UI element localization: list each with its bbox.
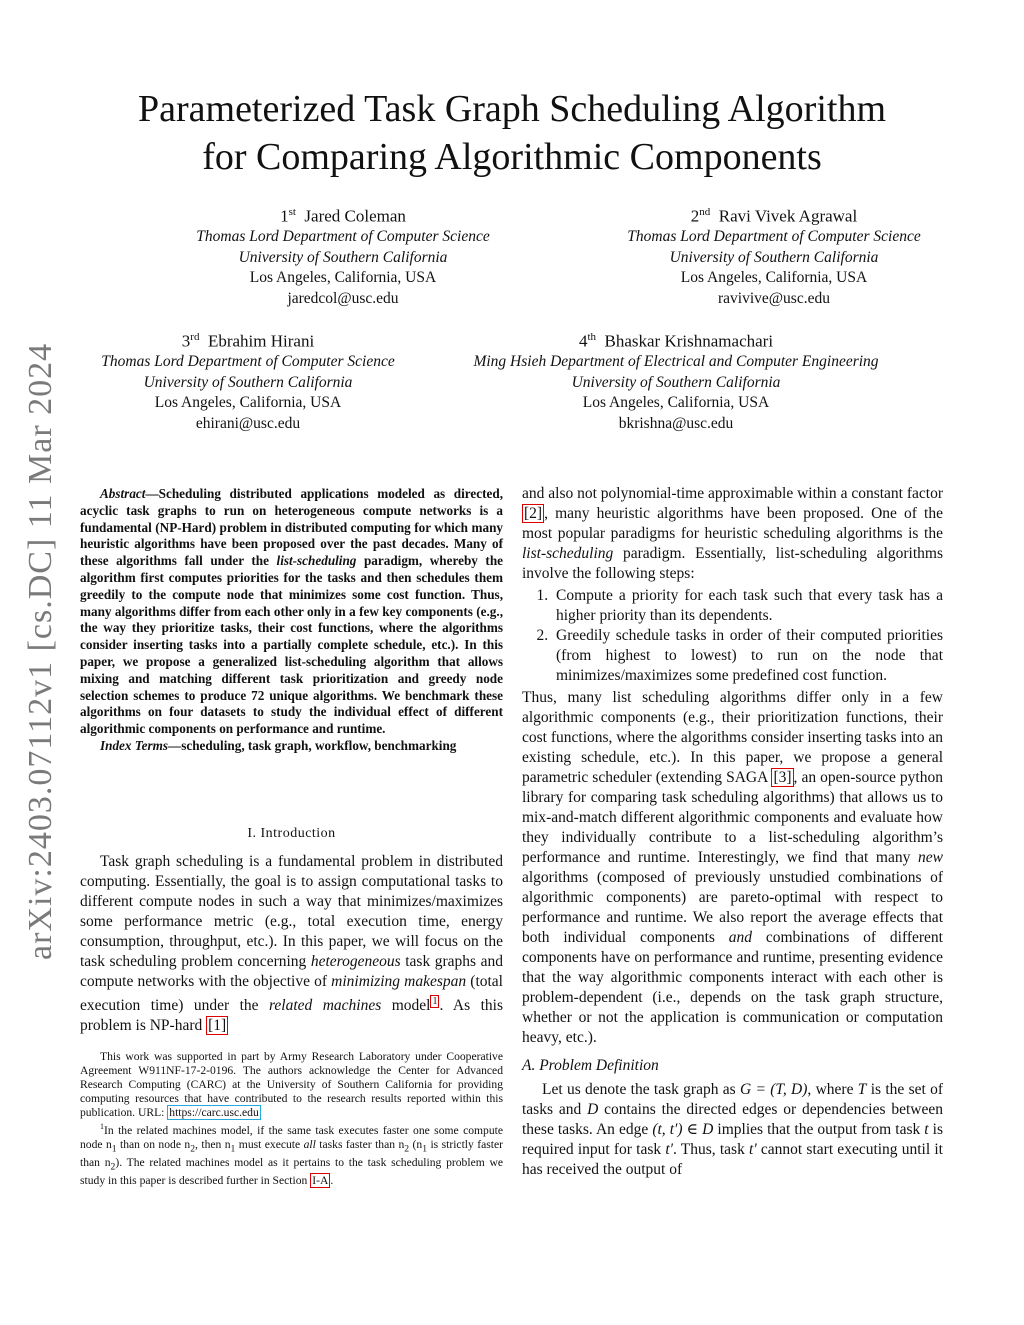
introduction-paragraph: Task graph scheduling is a fundamental problem in distributed computing. Essentially, the goal is to assign computational tasks to different compute nodes in such a way that minimizes/maximizes some performance metric (e.g., total execution time, energy consumption, throughput, etc.). In this paper, we will focus on the task scheduling problem concerning heterogeneous task graphs and compute networks with the objective of minimizing makespan (total execution time) under the related machines model $^1$ . As this problem is NP-hard [1] bbox=[80, 853, 503, 1035]
list-scheduling-steps bbox=[522, 586, 943, 686]
author-email: ehirani@usc.edu bbox=[195, 414, 301, 432]
footnotes: This work was supported in part by Army Research Laboratory under Cooperative Agreement W911NF-17-2-0196. The authors acknowledge the Center for Advanced Research Computing (CARC) at the University of Southern California for providing computing resources that have contributed to the research results reported within this publication. URL: https://carc.usc.edu $^1$In the related machines model, if the same task executes faster one some compute node $n_1$ than on node $n_2$, then $n_1$ must execute all tasks faster than $n_2$ ($n_1$ is strictly faster than $n_2$). The related machines model as it pertains to the task scheduling problem we study in this paper is described further in Section I-A . bbox=[80, 1050, 503, 1188]
index-terms: Index Terms—scheduling, task graph, workflow, benchmarking bbox=[100, 737, 457, 753]
author-email: bkrishna@usc.edu bbox=[618, 414, 734, 432]
abstract: Abstract—Scheduling distributed applications modeled as directed, acyclic task graphs to run on heterogeneous compute networks is a fundamental (NP-Hard) problem in distributed computing for which many heuristic algorithms have been proposed over the past decades. Many of these algorithms fall under the list-scheduling paradigm, whereby the algorithm first computes priorities for the tasks and then schedules them greedily to the compute node that minimizes some cost function. Thus, many algorithms differ from each other only in a few key components (e.g., the way they prioritize tasks, their cost functions, where the algorithms consider inserting tasks into a partially complete schedule, etc.). In this paper, we propose a generalized list-scheduling algorithm that allows mixing and matching different task prioritization and greedy node selection schemes to produce 72 unique algorithms. We benchmark these algorithms on four datasets to study the individual effect of different algorithmic components on performance and runtime. Index Terms—scheduling, task graph, workflow, benchmarking bbox=[80, 486, 504, 753]
carc-url-link[interactable]: https://carc.usc.edu bbox=[169, 1106, 259, 1119]
section-ref-link[interactable]: I-A bbox=[312, 1174, 329, 1188]
citation-link[interactable]: [1] bbox=[208, 1017, 227, 1035]
author-block-1: 1st Jared Coleman Thomas Lord Department of Computer Science University of Southern California Los Angeles, California, USA jaredcol@usc.edu bbox=[168, 202, 518, 309]
arxiv-stamp: arXiv:2403.07112v1 [cs.DC] 11 Mar 2024 bbox=[22, 342, 59, 960]
section-heading-introduction: I. Introduction bbox=[247, 826, 336, 841]
author-block-3: 3rd Ebrahim Hirani Thomas Lord Department of Computer Science University of Southern California Los Angeles, California, USA ehirani@usc.edu bbox=[70, 327, 426, 434]
citation-link[interactable]: [2] bbox=[524, 505, 543, 522]
right-column: and also not polynomial-time approximable within a constant factor [2] , many heuristic algorithms have been proposed. One of the most popular paradigms for heuristic scheduling algorithms is the list-scheduling paradigm. Essentially, list-scheduling algorithms involve the following steps: 1. Compute a priority for each task such that every task has a higher priority than its dependents. 2. Greedily schedule tasks in order of their computed priorities (from highest to lowest) to run on the node that minimizes/maximizes some predefined cost function. Thus, many list scheduling algorithms differ only in a few algorithmic components (e.g., their prioritization functions, their cost functions, where the algorithms consider inserting tasks into an existing schedule, etc.). In this paper, we propose a general parametric scheduler (extending SAGA [3] , an open-source python library for comparing task scheduling algorithms) that allows us to mix-and-match different algorithmic components and evaluate how they individually contribute to a list-scheduling algorithm’s performance and runtime. Interestingly, we find that many new algorithms (composed of previously unstudied combinations of algorithmic components) are pareto-optimal with respect to performance and runtime. We also report the average effects that both individual components and combinations of different components have on performance and runtime, presenting evidence that the way algorithmic components interact with each other is problem-dependent (i.e., depends on the task graph structure, whether or not the application is communication or computation heavy, etc.). A. Problem Definition Let us denote the task graph as G = (T, D), where T is the set of tasks and D contains the directed edges or dependencies between these tasks. An edge (t, t′) ∈ D implies that the output from task t is required input for task t′. Thus, task t′ cannot start executing until it has received the output of bbox=[522, 484, 943, 1180]
author-email: jaredcol@usc.edu bbox=[287, 289, 399, 307]
author-block-2: 2nd Ravi Vivek Agrawal Thomas Lord Department of Computer Science University of Southern California Los Angeles, California, USA ravivive@usc.edu bbox=[596, 202, 952, 309]
list-item: 2. Greedily schedule tasks in order of their computed priorities (from highest to lowest) to run on the node that minimizes/maximizes some predefined cost function. bbox=[552, 626, 943, 686]
paper-title: Parameterized Task Graph Scheduling Algorithm for Comparing Algorithmic Components bbox=[137, 88, 886, 178]
subsection-heading: A. Problem Definition bbox=[522, 1057, 659, 1074]
citation-link[interactable]: [3] bbox=[773, 769, 792, 786]
footnote-ref[interactable]: 1 bbox=[432, 996, 438, 1007]
author-block-4: 4th Bhaskar Krishnamachari Ming Hsieh Department of Electrical and Computer Engineering University of Southern California Los Angeles, California, USA bkrishna@usc.edu bbox=[440, 327, 912, 434]
list-item: 1. Compute a priority for each task such that every task has a higher priority than its dependents. bbox=[552, 586, 943, 626]
author-email: ravivive@usc.edu bbox=[718, 289, 830, 307]
